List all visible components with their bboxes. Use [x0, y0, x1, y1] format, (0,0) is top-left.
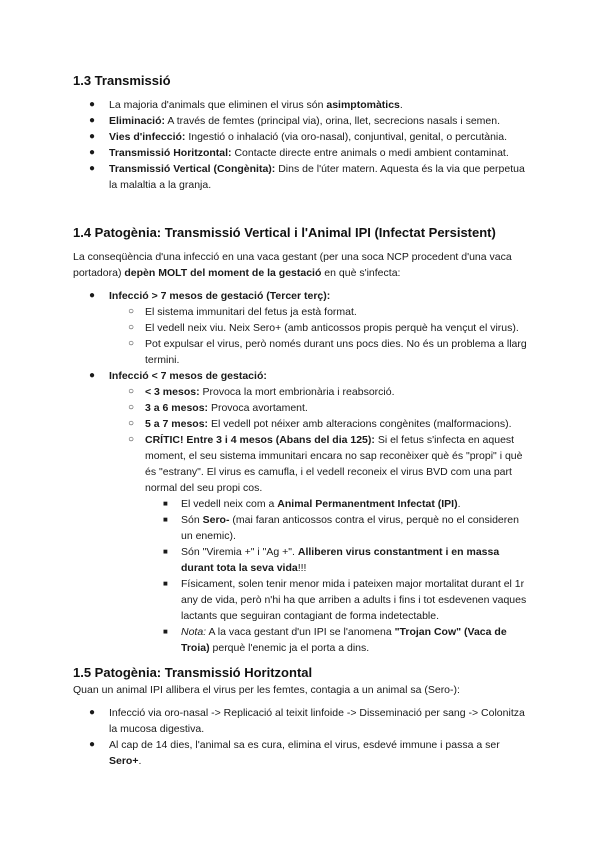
- circle-bullet-icon: ○: [128, 402, 135, 413]
- section-1-3-title: 1.3 Transmissió: [73, 73, 171, 88]
- list-item: ■ Són "Viremia +" i "Ag +". Alliberen virus constantment i en massa durant tota la seva vida!!!: [163, 546, 500, 574]
- list-item: ○ El vedell neix viu. Neix Sero+ (amb anticossos propis perquè ha vençut el virus).: [128, 322, 519, 334]
- list-item: ● Infecció via oro-nasal -> Replicació al teixit linfoide -> Disseminació per sang -> Colonitza la mucosa digestiva.: [89, 707, 525, 735]
- list-item: ○ 3 a 6 mesos: Provoca avortament.: [128, 402, 308, 414]
- square-bullet-icon: ■: [163, 547, 168, 556]
- list-item: ○ 5 a 7 mesos: El vedell pot néixer amb alteracions congènites (malformacions).: [128, 418, 512, 430]
- section-1-5-title: 1.5 Patogènia: Transmissió Horitzontal: [73, 665, 313, 680]
- circle-bullet-icon: ○: [128, 386, 135, 397]
- list-item: ● Al cap de 14 dies, l'animal sa es cura, elimina el virus, esdevé immune i passa a ser Sero+.: [89, 739, 500, 767]
- circle-bullet-icon: ○: [128, 306, 135, 317]
- bullet-icon: ●: [89, 163, 96, 174]
- list-item: ■ Físicament, solen tenir menor mida i pateixen major mortalitat durant el 1r any de vida, però n'hi ha que arriben a adults i fins i tot esdevenen vaques lactants que seguiran contagiant de forma indetectable.: [163, 578, 527, 622]
- square-bullet-icon: ■: [163, 499, 168, 508]
- list-item: ■ Nota: A la vaca gestant d'un IPI se l'anomena "Trojan Cow" (Vaca de Troia) perquè l'enemic ja el porta a dins.: [163, 626, 507, 654]
- square-bullet-icon: ■: [163, 515, 168, 524]
- bullet-icon: ●: [89, 290, 96, 301]
- section-1-5-intro: Quan un animal IPI allibera el virus per les femtes, contagia a un animal sa (Sero-):: [73, 684, 460, 696]
- square-bullet-icon: ■: [163, 579, 168, 588]
- square-bullet-icon: ■: [163, 627, 168, 636]
- section-1-4-title: 1.4 Patogènia: Transmissió Vertical i l'Animal IPI (Infectat Persistent): [73, 225, 496, 240]
- bullet-icon: ●: [89, 99, 96, 110]
- list-item: ● Transmissió Vertical (Congènita): Dins de l'úter matern. Aquesta és la via que perpetua la malaltia a la granja.: [89, 163, 525, 191]
- circle-bullet-icon: ○: [128, 418, 135, 429]
- circle-bullet-icon: ○: [128, 338, 135, 349]
- list-item: ○ CRÍTIC! Entre 3 i 4 mesos (Abans del dia 125): Si el fetus s'infecta en aquest moment, el seu sistema immunitari encara no sap reconèixer què és "propi" i què és "estrany". El virus es camufla, i el vedell reconeix el virus BVD com una part normal del seu propi cos.: [128, 434, 523, 494]
- list-item: ○ El sistema immunitari del fetus ja està format.: [128, 306, 357, 318]
- bullet-icon: ●: [89, 707, 96, 718]
- section-1-3-list: [73, 97, 529, 193]
- circle-bullet-icon: ○: [128, 434, 135, 445]
- list-item: ● La majoria d'animals que eliminen el virus són asimptomàtics.: [89, 99, 403, 111]
- section-1-4-intro: La conseqüència d'una infecció en una vaca gestant (per una soca NCP procedent d'una vaca portadora) depèn MOLT del moment de la gestació en què s'infecta:: [73, 251, 512, 279]
- bullet-icon: ●: [89, 739, 96, 750]
- bullet-icon: ●: [89, 147, 96, 158]
- circle-bullet-icon: ○: [128, 322, 135, 333]
- list-item: ○ Pot expulsar el virus, però només durant uns pocs dies. No és un problema a llarg termini.: [128, 338, 527, 366]
- section-1-5-list: [73, 705, 529, 769]
- list-item: ● Infecció > 7 mesos de gestació (Tercer terç):: [89, 290, 331, 302]
- bullet-icon: ●: [89, 131, 96, 142]
- section-1-4-list: [73, 288, 529, 656]
- list-item: ● Transmissió Horitzontal: Contacte directe entre animals o medi ambient contaminat.: [89, 147, 509, 159]
- bullet-icon: ●: [89, 115, 96, 126]
- list-item: ● Vies d'infecció: Ingestió o inhalació (via oro-nasal), conjuntival, genital, o percutània.: [89, 131, 508, 143]
- bullet-icon: ●: [89, 370, 96, 381]
- list-item: ■ El vedell neix com a Animal Permanentment Infectat (IPI).: [163, 498, 461, 510]
- list-item: ○ < 3 mesos: Provoca la mort embrionària i reabsorció.: [128, 386, 395, 398]
- list-item: ● Infecció < 7 mesos de gestació:: [89, 370, 267, 382]
- list-item: ■ Són Sero- (mai faran anticossos contra el virus, perquè no el consideren un enemic).: [163, 514, 519, 542]
- list-item: ● Eliminació: A través de femtes (principal via), orina, llet, secrecions nasals i semen.: [89, 115, 500, 127]
